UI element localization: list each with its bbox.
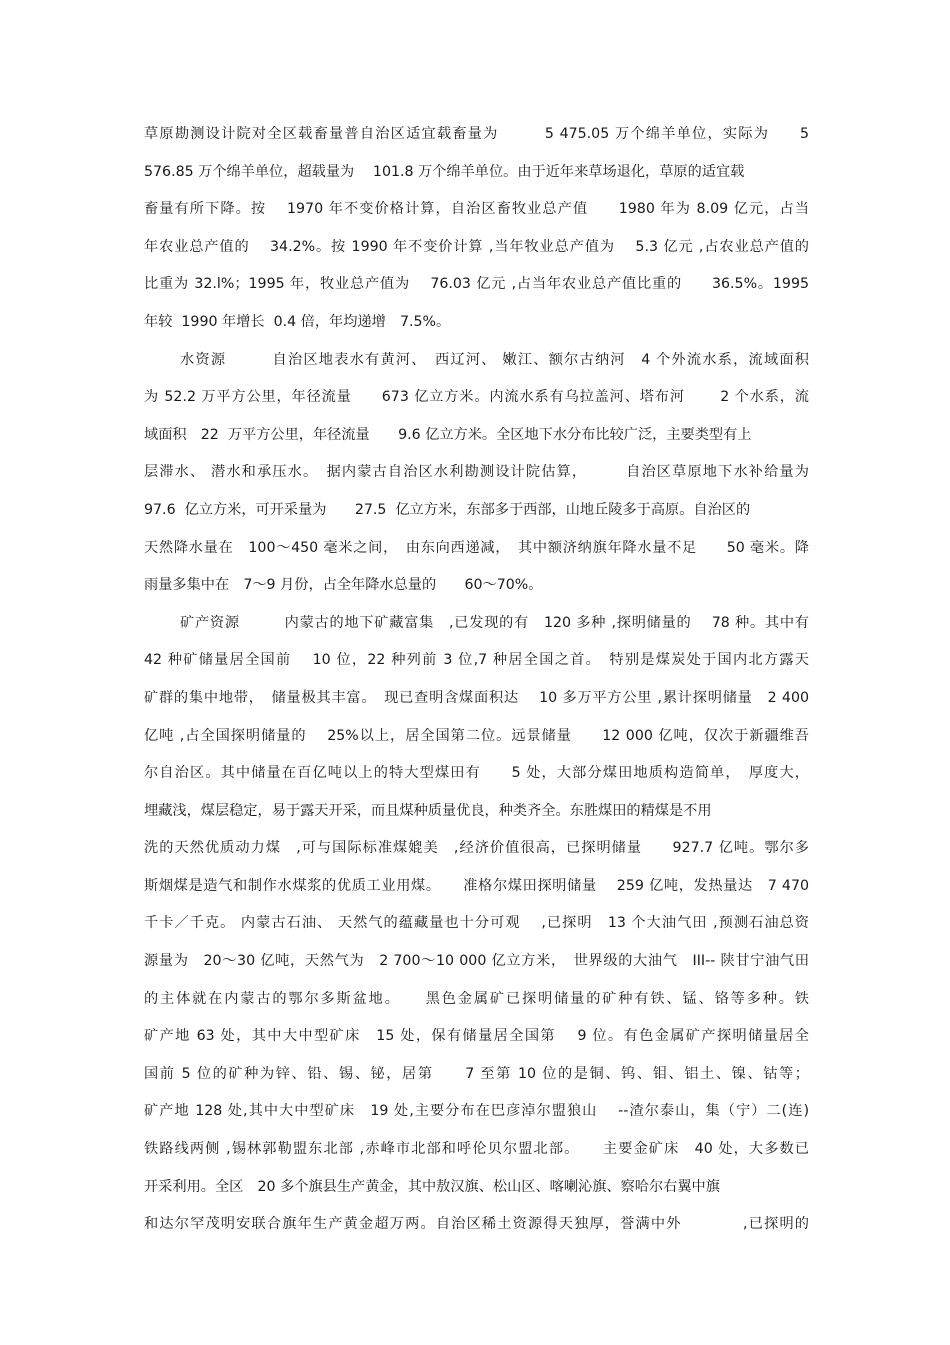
text-line: 576.85 万个绵羊单位，超载量为 101.8 万个绵羊单位。由于近年来草场退化，草原的适宜载 <box>144 163 745 180</box>
text-line: 天然降水量在 100～450 毫米之间， 由东向西递减， 其中额济纳旗年降水量不足 50 毫米。降 <box>144 539 809 556</box>
text-line: 为 52.2 万平方公里，年径流量 673 亿立方米。内流水系有乌拉盖河、塔布河 2 个水系，流 <box>144 389 809 406</box>
text-line: 矿产地 128 处,其中大中型矿床 19 处,主要分布在巴彦淖尔盟狼山 --渣尔泰山，集（宁）二(连) <box>144 1103 809 1120</box>
text-line: 97.6 亿立方米，可开采量为 27.5 亿立方米，东部多于西部，山地丘陵多于高原。自治区的 <box>144 501 751 518</box>
text-line: 铁路线两侧 ,锡林郭勒盟东北部 ,赤峰市北部和呼伦贝尔盟北部。 主要金矿床 40 处，大多数已 <box>144 1141 809 1158</box>
text-line: 洗的天然优质动力煤 ,可与国际标准煤媲美 ,经济价值很高，已探明储量 927.7 亿吨。鄂尔多 <box>144 840 809 857</box>
text-line: 源量为 20～30 亿吨，天然气为 2 700～10 000 亿立方米， 世界级的大油气 III-- 陕甘宁油气田 <box>144 953 809 970</box>
text-line: 水资源 自治区地表水有黄河、 西辽河、 嫩江、额尔古纳河 4 个外流水系，流域面积 <box>180 351 809 368</box>
text-line: 千卡／千克。 内蒙古石油、 天然气的蕴藏量也十分可观 ,已探明 13 个大油气田 ,预测石油总资 <box>144 915 809 932</box>
text-line: 比重为 32.l%；1995 年，牧业总产值为 76.03 亿元 ,占当年农业总产值比重的 36.5%。1995 <box>144 276 809 293</box>
text-line: 的主体就在内蒙古的鄂尔多斯盆地。 黑色金属矿已探明储量的矿种有铁、锰、铬等多种。铁 <box>144 990 809 1007</box>
text-line: 年农业总产值的 34.2%。按 1990 年不变价计算 ,当年牧业总产值为 5.3 亿元 ,占农业总产值的 <box>144 238 809 255</box>
text-line: 层滞水、 潜水和承压水。 据内蒙古自治区水利勘测设计院估算， 自治区草原地下水补给量为 <box>144 464 809 481</box>
body-text <box>144 122 809 1250</box>
text-line: 域面积 22 万平方公里，年径流量 9.6 亿立方米。全区地下水分布比较广泛，主要类型有上 <box>144 426 752 443</box>
text-line: 矿产地 63 处，其中大中型矿床 15 处，保有储量居全国第 9 位。有色金属矿产探明储量居全 <box>144 1028 809 1045</box>
text-line: 畜量有所下降。按 1970 年不变价格计算，自治区畜牧业总产值 1980 年为 8.09 亿元，占当 <box>144 201 809 218</box>
text-line: 年较 1990 年增长 0.4 倍，年均递增 7.5%。 <box>144 313 451 330</box>
text-line: 42 种矿储量居全国前 10 位，22 种列前 3 位,7 种居全国之首。 特别是煤炭处于国内北方露天 <box>144 652 809 669</box>
text-line: 埋藏浅，煤层稳定，易于露天开采，而且煤种质量优良，种类齐全。东胜煤田的精煤是不用 <box>144 802 712 819</box>
text-line: 矿产资源 内蒙古的地下矿藏富集 ,已发现的有 120 多种 ,探明储量的 78 种。其中有 <box>180 614 809 631</box>
text-line: 斯烟煤是造气和制作水煤浆的优质工业用煤。 准格尔煤田探明储量 259 亿吨，发热量达 7 470 <box>144 877 809 894</box>
text-line: 雨量多集中在 7～9 月份，占全年降水总量的 60～70%。 <box>144 577 543 594</box>
text-line: 草原勘测设计院对全区载畜量普自治区适宜载畜量为 5 475.05 万个绵羊单位，实际为 5 <box>144 126 809 142</box>
text-line: 尔自治区。其中储量在百亿吨以上的特大型煤田有 5 处，大部分煤田地质构造简单， 厚度大， <box>144 765 809 782</box>
text-line: 和达尔罕茂明安联合旗年生产黄金超万两。自治区稀土资源得天独厚，誉满中外 ,已探明的 <box>144 1216 809 1233</box>
text-line: 国前 5 位的矿种为锌、铅、锡、铋，居第 7 至第 10 位的是铜、钨、钼、铝土、镍、钴等； <box>144 1065 809 1082</box>
text-line: 开采利用。全区 20 多个旗县生产黄金，其中敖汉旗、松山区、喀喇沁旗、察哈尔右翼中旗 <box>144 1178 720 1195</box>
text-line: 矿群的集中地带， 储量极其丰富。 现已查明含煤面积达 10 多万平方公里 ,累计探明储量 2 400 <box>144 689 809 706</box>
text-line: 亿吨 ,占全国探明储量的 25%以上，居全国第二位。远景储量 12 000 亿吨，仅次于新疆维吾 <box>144 727 809 744</box>
